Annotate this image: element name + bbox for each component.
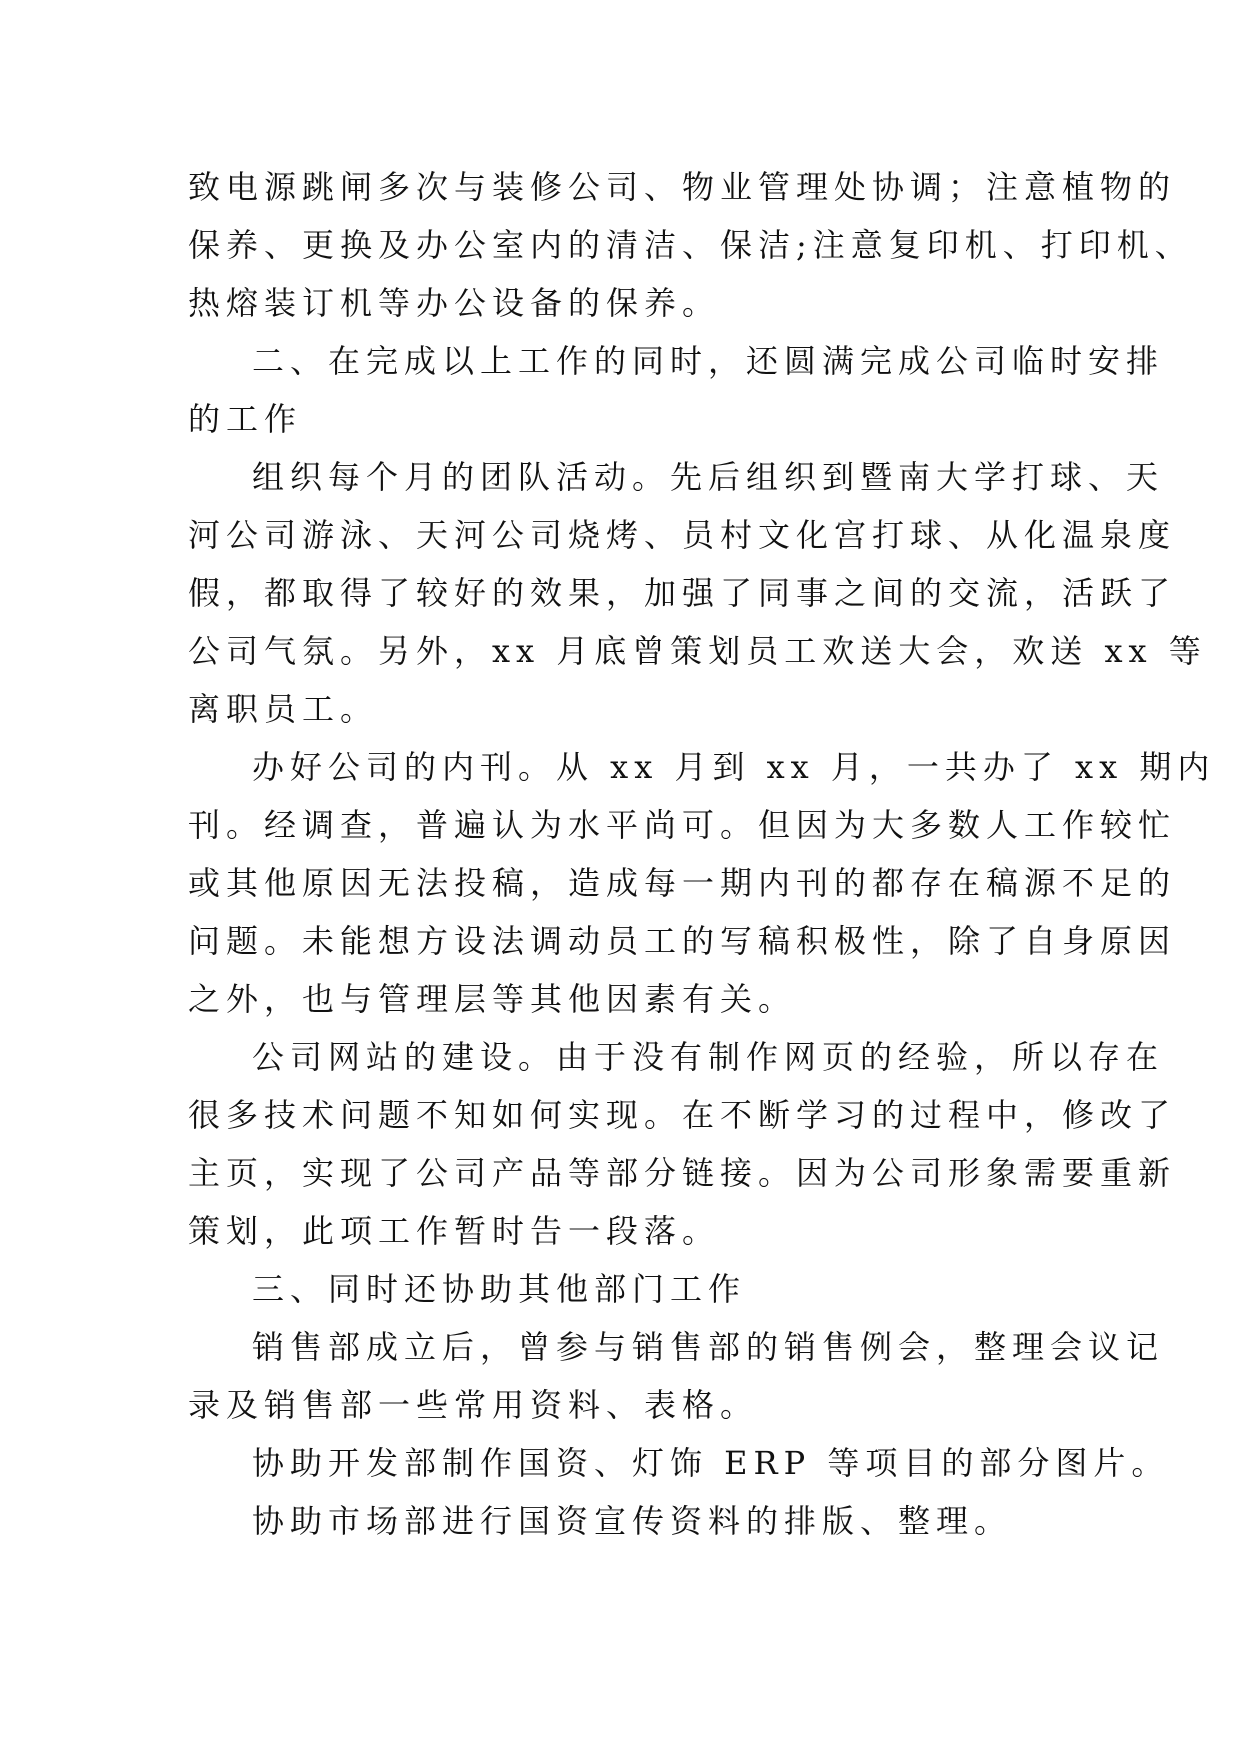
text-line: 致电源跳闸多次与装修公司、物业管理处协调；注意植物的 <box>188 168 1177 206</box>
text-line: 假，都取得了较好的效果，加强了同事之间的交流，活跃了 <box>188 574 1177 612</box>
text-line: 公司气氛。另外，xx 月底曾策划员工欢送大会，欢送 xx 等 <box>188 632 1207 670</box>
document-body <box>188 158 1216 1550</box>
text-line: 很多技术问题不知如何实现。在不断学习的过程中，修改了 <box>188 1096 1177 1134</box>
text-line: 主页，实现了公司产品等部分链接。因为公司形象需要重新 <box>188 1154 1177 1192</box>
text-line: 办好公司的内刊。从 xx 月到 xx 月，一共办了 xx 期内 <box>252 748 1216 786</box>
section-heading: 三、同时还协助其他部门工作 <box>252 1270 747 1308</box>
text-line: 的工作 <box>188 400 303 438</box>
text-line: 保养、更换及办公室内的清洁、保洁;注意复印机、打印机、 <box>188 226 1193 264</box>
text-line: 公司网站的建设。由于没有制作网页的经验，所以存在 <box>252 1038 1165 1076</box>
text-line: 热熔装订机等办公设备的保养。 <box>188 284 721 322</box>
text-line: 组织每个月的团队活动。先后组织到暨南大学打球、天 <box>252 458 1165 496</box>
text-line: 或其他原因无法投稿，造成每一期内刊的都存在稿源不足的 <box>188 864 1177 902</box>
text-line: 销售部成立后，曾参与销售部的销售例会，整理会议记 <box>252 1328 1165 1366</box>
text-line: 协助开发部制作国资、灯饰 ERP 等项目的部分图片。 <box>252 1444 1170 1482</box>
text-line: 河公司游泳、天河公司烧烤、员村文化宫打球、从化温泉度 <box>188 516 1177 554</box>
text-line: 协助市场部进行国资宣传资料的排版、整理。 <box>252 1502 1013 1540</box>
text-line: 录及销售部一些常用资料、表格。 <box>188 1386 759 1424</box>
text-line: 策划，此项工作暂时告一段落。 <box>188 1212 721 1250</box>
text-line: 之外，也与管理层等其他因素有关。 <box>188 980 797 1018</box>
section-heading: 二、在完成以上工作的同时，还圆满完成公司临时安排 <box>252 342 1165 380</box>
text-line: 离职员工。 <box>188 690 379 728</box>
text-line: 问题。未能想方设法调动员工的写稿积极性，除了自身原因 <box>188 922 1177 960</box>
text-line: 刊。经调查，普遍认为水平尚可。但因为大多数人工作较忙 <box>188 806 1177 844</box>
